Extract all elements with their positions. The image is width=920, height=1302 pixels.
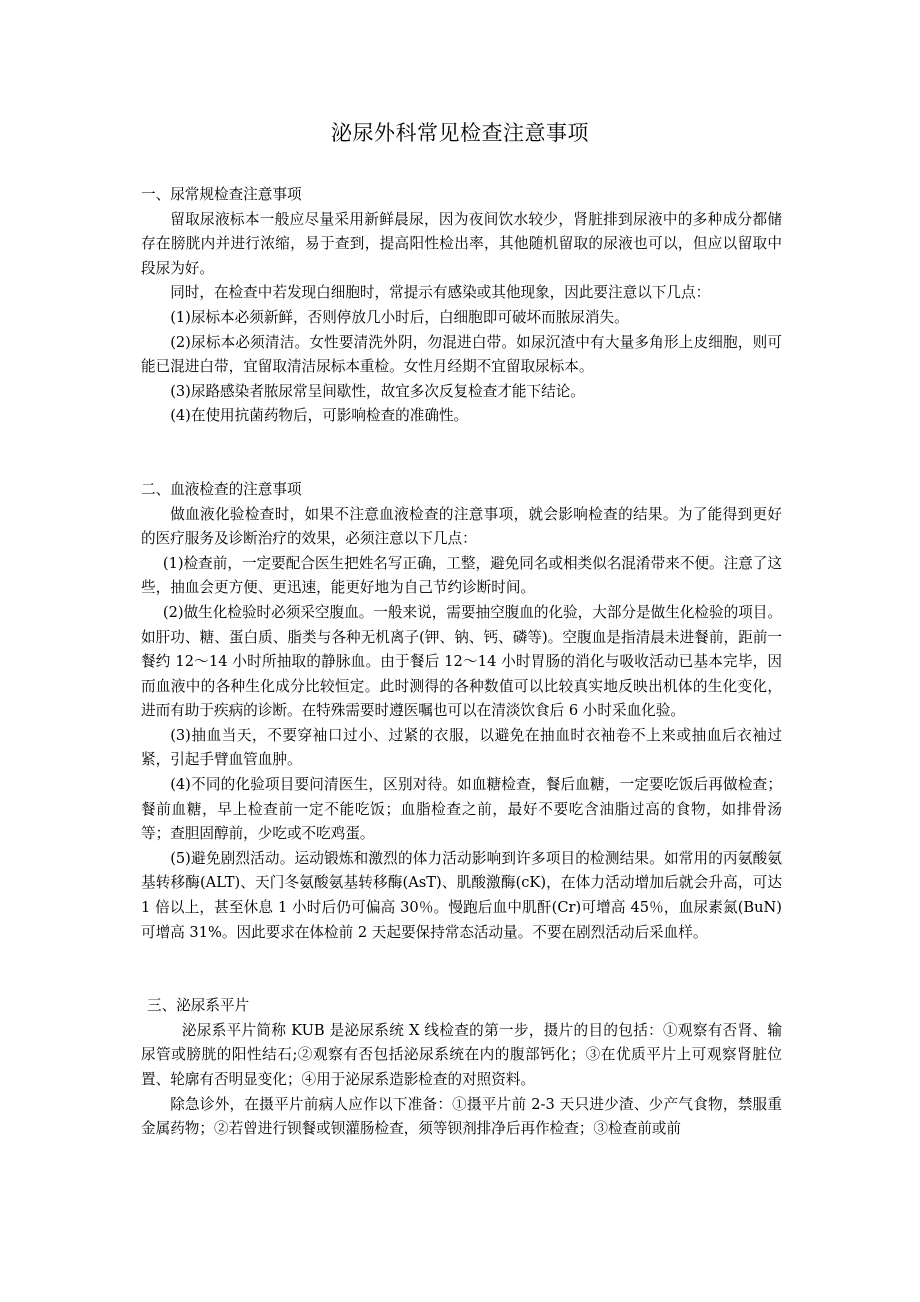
paragraph: 留取尿液标本一般应尽量采用新鲜晨尿，因为夜间饮水较少，肾脏排到尿液中的多种成分都储存在膀胱内并进行浓缩，易于查到，提高阳性检出率，其他随机留取的尿液也可以，但应以留取中段尿为好。 [141,210,782,277]
section-kub [141,994,782,1142]
list-item: (4)在使用抗菌药物后，可影响检查的准确性。 [170,407,469,425]
paragraph: 同时，在检查中若发现白细胞时，常提示有感染或其他现象，因此要注意以下几点： [170,284,711,302]
list-item: (4)不同的化验项目要问清医生，区别对待。如血糖检查，餐后血糖，一定要吃饭后再做检查；餐前血糖，早上检查前一定不能吃饭；血脂检查之前，最好不要吃含油脂过高的食物，如排骨汤等；查胆固醇前，少吃或不吃鸡蛋。 [141,776,782,843]
section-blood-test [141,478,782,945]
document-title: 泌尿外科常见检查注意事项 [331,121,589,145]
paragraph: 泌尿系平片简称 KUB 是泌尿系统 X 线检查的第一步，摄片的目的包括：①观察有否肾、输尿管或膀胱的阳性结石;②观察有否包括泌尿系统在内的腹部钙化；③在优质平片上可观察肾脏位置、轮廓有否明显变化；④用于泌尿系造影检查的对照资料。 [141,1021,782,1088]
list-item: (3)尿路感染者脓尿常呈间歇性，故宜多次反复检查才能下结论。 [170,382,585,400]
list-item: (2)尿标本必须清洁。女性要清洗外阴，勿混进白带。如尿沉渣中有大量多角形上皮细胞，则可能已混进白带，宜留取清洁尿标本重检。女性月经期不宜留取尿标本。 [141,333,782,376]
section-heading: 二、血液检查的注意事项 [141,480,302,498]
list-item: (2)做生化检验时必须采空腹血。一般来说，需要抽空腹血的化验，大部分是做生化检验的项目。如肝功、糖、蛋白质、脂类与各种无机离子(钾、钠、钙、磷等)。空腹血是指清晨未进餐前，距前一餐约 12～14 小时所抽取的静脉血。由于餐后 12～14 小时胃肠的消化与吸收活动已基本完毕，因而血液中的各种生化成分比较恒定。此时测得的各种数值可以比较真实地反映出机体的生化变化，进而有助于疾病的诊断。在特殊需要时遵医嘱也可以在清淡饮食后 6 小时采血化验。 [141,603,782,720]
document-body [141,183,782,1142]
section-spacer [141,429,782,478]
section-spacer [141,945,782,994]
paragraph: 除急诊外，在摄平片前病人应作以下准备：①摄平片前 2-3 天只进少渣、少产气食物，禁服重金属药物；②若曾进行钡餐或钡灌肠检查，须等钡剂排净后再作检查；③检查前或前 [141,1095,782,1138]
section-heading: 三、泌尿系平片 [147,997,250,1015]
paragraph: 做血液化验检查时，如果不注意血液检查的注意事项，就会影响检查的结果。为了能得到更好的医疗服务及诊断治疗的效果，必须注意以下几点： [141,505,782,548]
list-item: (5)避免剧烈活动。运动锻炼和激烈的体力活动影响到许多项目的检测结果。如常用的丙氨酸氨基转移酶(ALT)、天门冬氨酸氨基转移酶(AsT)、肌酸激酶(cK)，在体力活动增加后就会升高，可达 1 倍以上，甚至休息 1 小时后仍可偏高 30％。慢跑后血中肌酐(Cr)可增高 45％，血尿素氮(BuN)可增高 31%。因此要求在体检前 2 天起要保持常态活动量。不要在剧烈活动后采血样。 [141,849,782,941]
section-urine-routine [141,183,782,429]
list-item: (1)检查前，一定要配合医生把姓名写正确，工整，避免同名或相类似名混淆带来不便。注意了这些，抽血会更方便、更迅速，能更好地为自己节约诊断时间。 [141,554,782,597]
list-item: (1)尿标本必须新鲜，否则停放几小时后，白细胞即可破坏而脓尿消失。 [170,308,629,326]
section-heading: 一、尿常规检查注意事项 [141,186,302,203]
list-item: (3)抽血当天，不要穿袖口过小、过紧的衣服，以避免在抽血时衣袖卷不上来或抽血后衣袖过紧，引起手臂血管血肿。 [141,726,782,769]
